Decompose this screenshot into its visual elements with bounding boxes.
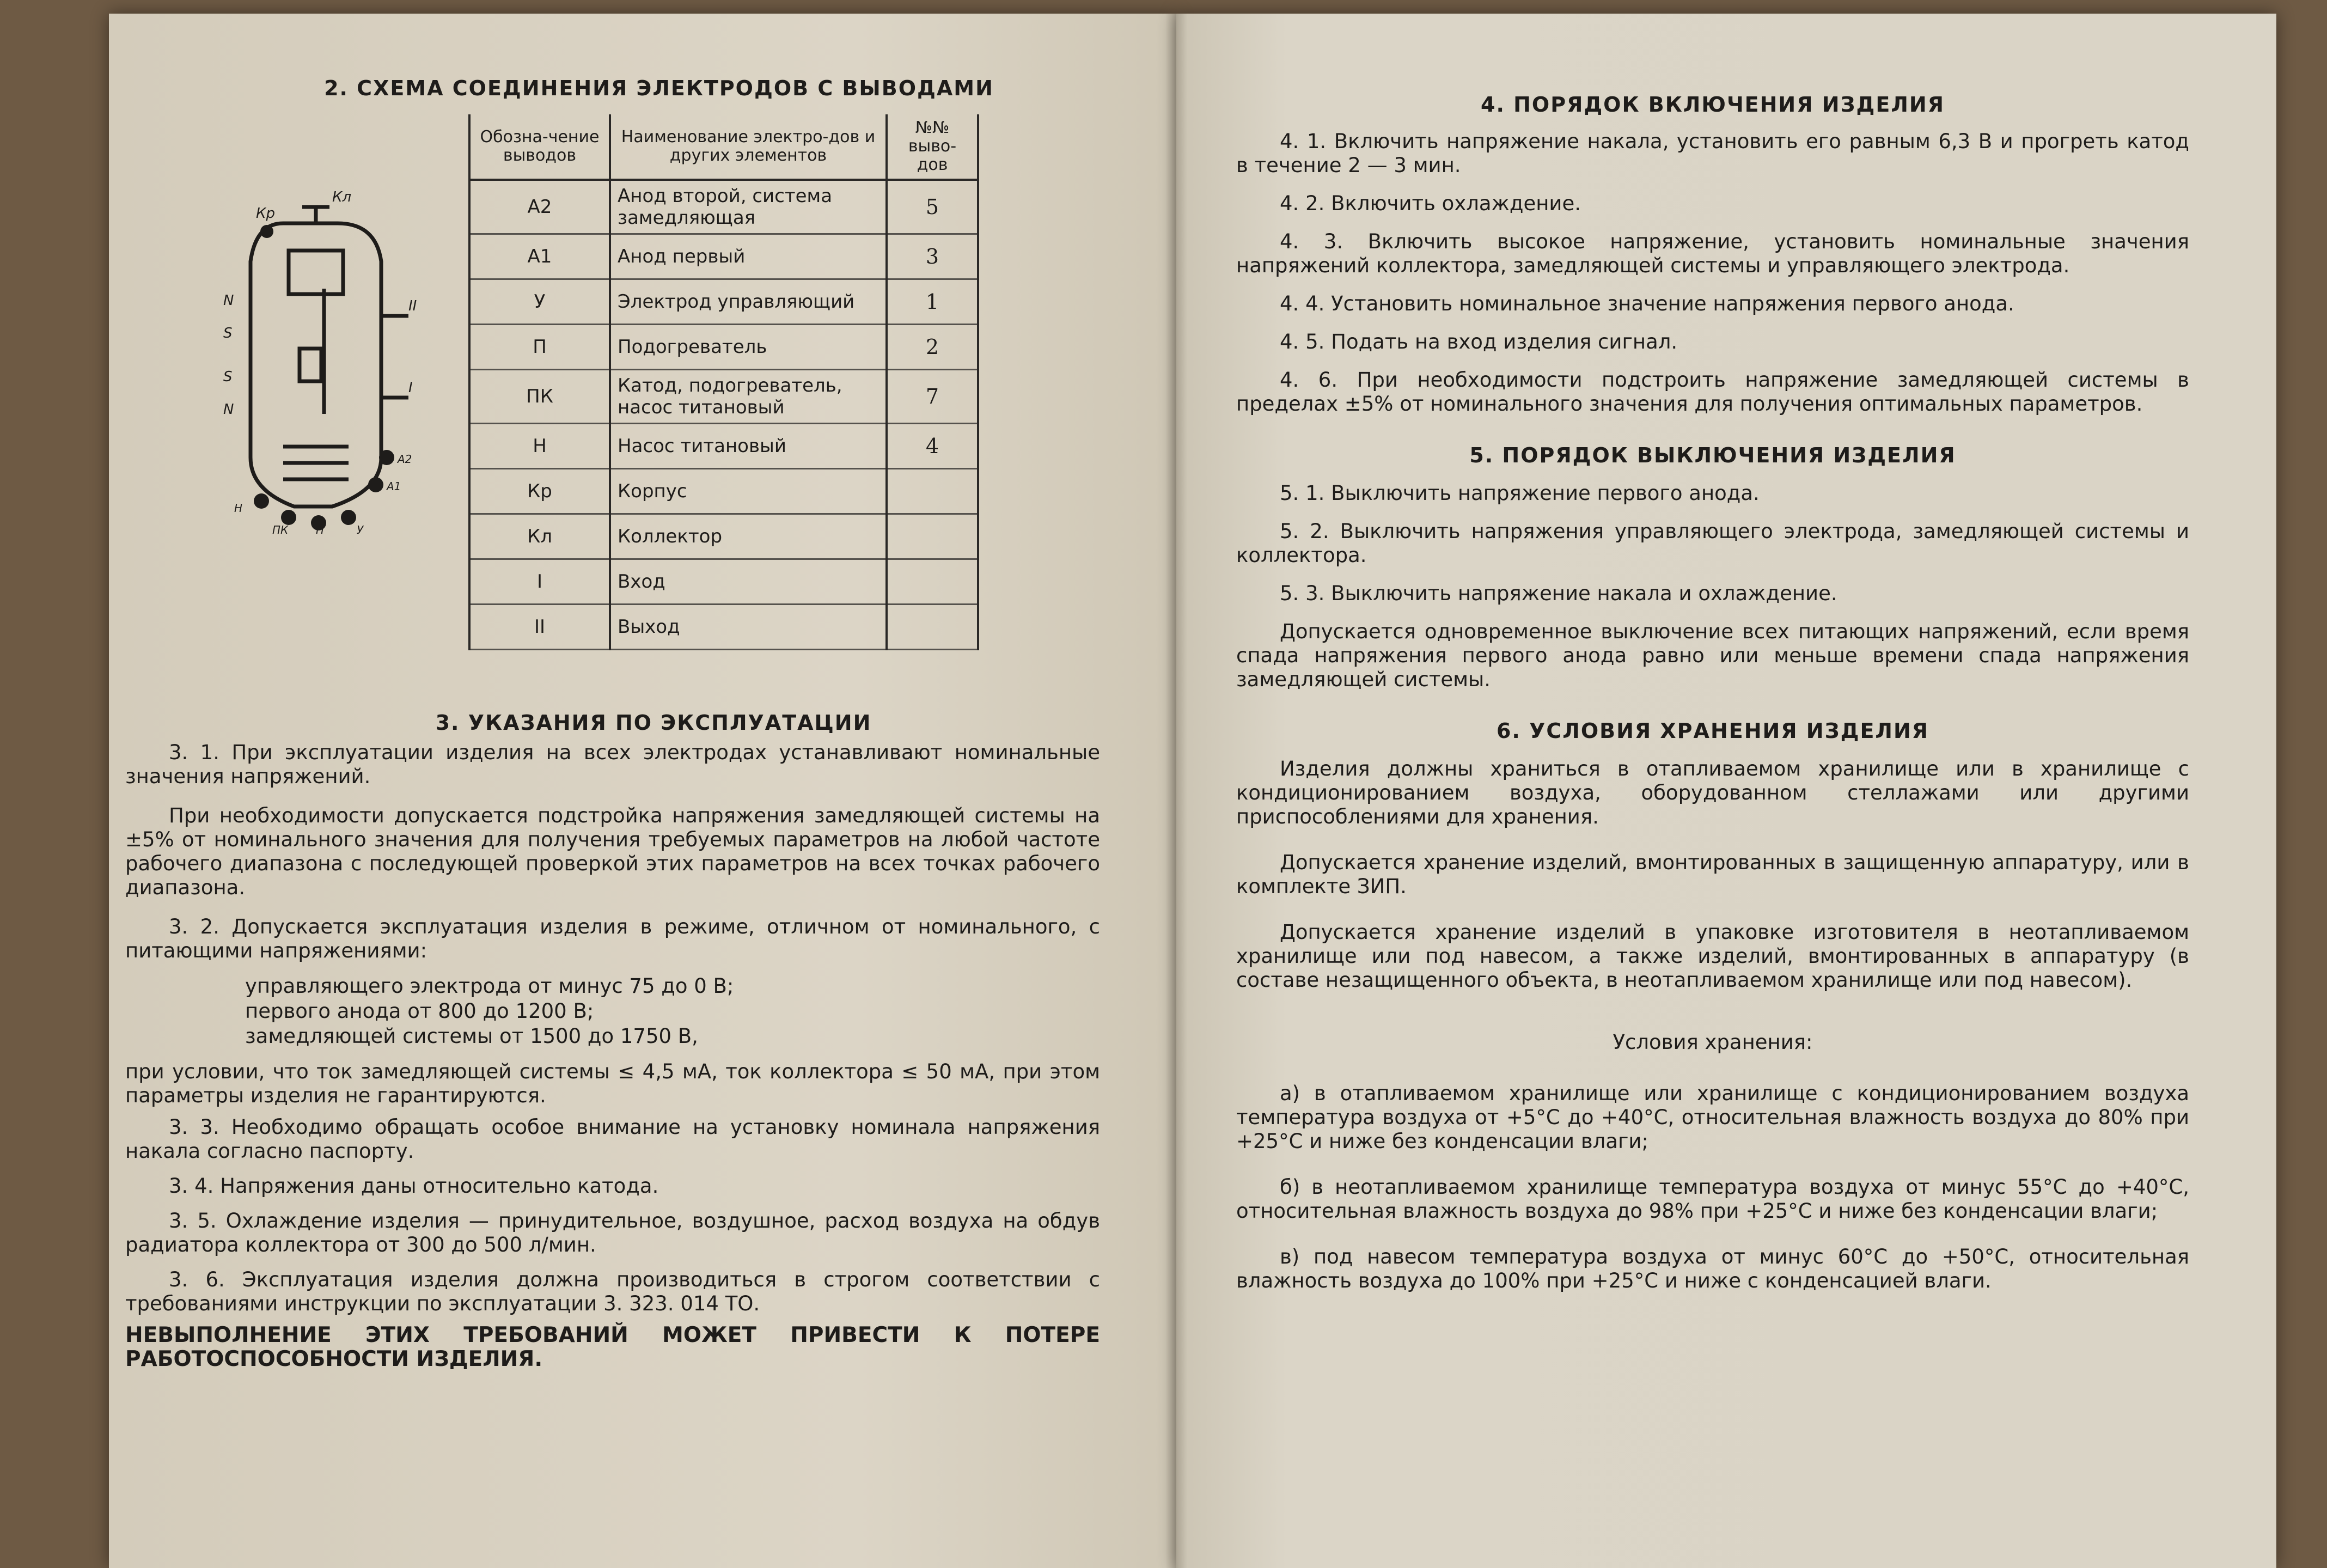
row-pin bbox=[887, 469, 978, 514]
para-5-note: Допускается одновременное выключение всех питающих напряжений, если время спада напряжения первого анода равно или меньше времени спада напряжения замедляющей системы. bbox=[1236, 620, 2189, 691]
voltage-anode1: первого анода от 800 до 1200 В; bbox=[245, 999, 594, 1023]
row-name: Насос титановый bbox=[610, 424, 887, 469]
label-s2: S bbox=[223, 369, 233, 385]
heater-block bbox=[300, 349, 321, 381]
pin-h bbox=[254, 493, 269, 509]
table-row bbox=[469, 469, 978, 514]
section4-title: 4. ПОРЯДОК ВКЛЮЧЕНИЯ ИЗДЕЛИЯ bbox=[1481, 93, 1945, 117]
row-code: II bbox=[469, 605, 610, 650]
para-3-6: 3. 6. Эксплуатация изделия должна производиться в строгом соответствии с требованиями инструкции по эксплуатации 3. 323. 014 ТО. bbox=[125, 1268, 1100, 1315]
row-pin: 2 bbox=[887, 325, 978, 370]
para-6-3: Допускается хранение изделий в упаковке изготовителя в неотапливаемом хранилище или под навесом, а также изделий, вмонтированных в аппаратуру (в составе незащищенного объекта, в неотапливаемом хранилище или под навесом). bbox=[1236, 920, 2189, 992]
row-pin: 3 bbox=[887, 234, 978, 279]
body-terminal bbox=[260, 225, 273, 238]
section6-title: 6. УСЛОВИЯ ХРАНЕНИЯ ИЗДЕЛИЯ bbox=[1496, 719, 1929, 743]
row-pin: 4 bbox=[887, 424, 978, 469]
para-3-2b: при условии, что ток замедляющей системы ≤ 4,5 мА, ток коллектора ≤ 50 мА, при этом параметры изделия не гарантируются. bbox=[125, 1060, 1100, 1107]
warning-text: НЕВЫПОЛНЕНИЕ ЭТИХ ТРЕБОВАНИЙ МОЖЕТ ПРИВЕСТИ К ПОТЕРЕ РАБОТОСПОСОБНОСТИ ИЗДЕЛИЯ. bbox=[125, 1323, 1100, 1371]
row-pin: 5 bbox=[887, 180, 978, 234]
table-row bbox=[469, 180, 978, 234]
row-pin bbox=[887, 514, 978, 559]
row-code: У bbox=[469, 279, 610, 325]
para-5-3: 5. 3. Выключить напряжение накала и охлаждение. bbox=[1280, 582, 1837, 605]
pin-a2 bbox=[379, 450, 394, 465]
para-3-2: 3. 2. Допускается эксплуатация изделия в режиме, отличном от номинального, с питающими напряжениями: bbox=[125, 915, 1100, 962]
section3-body bbox=[125, 741, 1100, 1371]
row-code: I bbox=[469, 559, 610, 605]
para-4-2: 4. 2. Включить охлаждение. bbox=[1280, 192, 1581, 215]
label-n1: N bbox=[223, 292, 234, 309]
row-code: Кл bbox=[469, 514, 610, 559]
para-4-3: 4. 3. Включить высокое напряжение, установить номинальные значения напряжений коллектора, замедляющей системы и управляющего электрода. bbox=[1236, 230, 2189, 277]
row-code: А2 bbox=[469, 180, 610, 234]
para-3-1b: При необходимости допускается подстройка напряжения замедляющей системы на ±5% от номинального значения для получения требуемых параметров на любой частоте рабочего диапазона с последующей проверкой этих параметров на всех точках рабочего диапазона. bbox=[125, 804, 1100, 899]
para-3-1: 3. 1. При эксплуатации изделия на всех электродах устанавливают номинальные значения напряжений. bbox=[125, 741, 1100, 788]
table-row bbox=[469, 514, 978, 559]
storage-conditions-title: Условия хранения: bbox=[1613, 1030, 1813, 1054]
label-out: II bbox=[408, 298, 417, 314]
header-name: Наименование электро-дов и других элементов bbox=[610, 114, 887, 180]
collector-electrode bbox=[289, 251, 343, 294]
voltage-control: управляющего электрода от минус 75 до 0 В; bbox=[245, 974, 734, 998]
row-code: П bbox=[469, 325, 610, 370]
tube-diagram bbox=[223, 185, 419, 534]
label-pk: ПК bbox=[272, 523, 289, 534]
table-row bbox=[469, 234, 978, 279]
row-code: Н bbox=[469, 424, 610, 469]
label-n2: N bbox=[223, 401, 234, 418]
voltage-slowwave: замедляющей системы от 1500 до 1750 В, bbox=[245, 1024, 698, 1048]
para-3-3: 3. 3. Необходимо обращать особое внимание на установку номинала напряжения накала согласно паспорту. bbox=[125, 1115, 1100, 1163]
pin-u bbox=[341, 510, 356, 525]
label-kr: Кр bbox=[256, 205, 275, 222]
row-name: Электрод управляющий bbox=[610, 279, 887, 325]
para-4-6: 4. 6. При необходимости подстроить напряжение замедляющей системы в пределах ±5% от номинального значения для получения оптимальных параметров. bbox=[1236, 368, 2189, 416]
row-name: Катод, подогреватель, насос титановый bbox=[610, 370, 887, 424]
row-name: Коллектор bbox=[610, 514, 887, 559]
storage-c: в) под навесом температура воздуха от минус 60°С до +50°С, относительная влажность воздуха до 100% при +25°С и ниже с конденсацией влаги. bbox=[1236, 1245, 2189, 1292]
para-6-2: Допускается хранение изделий, вмонтированных в защищенную аппаратуру, или в комплекте ЗИП. bbox=[1236, 851, 2189, 898]
section3-title: 3. УКАЗАНИЯ ПО ЭКСПЛУАТАЦИИ bbox=[435, 711, 872, 735]
row-code: ПК bbox=[469, 370, 610, 424]
para-6-1: Изделия должны храниться в отапливаемом хранилище или в хранилище с кондиционированием воздуха, оборудованном стеллажами или другими приспособлениями для хранения. bbox=[1236, 757, 2189, 828]
table-row bbox=[469, 424, 978, 469]
para-3-4: 3. 4. Напряжения даны относительно катода. bbox=[169, 1174, 659, 1198]
para-5-2: 5. 2. Выключить напряжения управляющего электрода, замедляющей системы и коллектора. bbox=[1236, 520, 2189, 567]
pin-a1 bbox=[368, 477, 383, 492]
pin-pk bbox=[281, 510, 296, 525]
right-column bbox=[1236, 93, 2189, 1293]
para-5-1: 5. 1. Выключить напряжение первого анода. bbox=[1280, 481, 1760, 505]
label-s1: S bbox=[223, 325, 233, 341]
label-a2: А2 bbox=[398, 453, 412, 466]
row-pin: 7 bbox=[887, 370, 978, 424]
page-spine bbox=[1165, 14, 1187, 1568]
row-pin bbox=[887, 605, 978, 650]
table-row bbox=[469, 279, 978, 325]
section2-title: 2. СХЕМА СОЕДИНЕНИЯ ЭЛЕКТРОДОВ С ВЫВОДАМИ bbox=[324, 76, 994, 100]
row-name: Подогреватель bbox=[610, 325, 887, 370]
cathode-lines bbox=[283, 447, 349, 479]
para-3-5: 3. 5. Охлаждение изделия — принудительное, воздушное, расход воздуха на обдув радиатора коллектора от 300 до 500 л/мин. bbox=[125, 1209, 1100, 1256]
pin-table-header bbox=[469, 114, 978, 180]
label-u: У bbox=[357, 523, 364, 534]
label-a1: А1 bbox=[387, 480, 401, 493]
table-row bbox=[469, 559, 978, 605]
label-in: I bbox=[408, 380, 413, 396]
section5-title: 5. ПОРЯДОК ВЫКЛЮЧЕНИЯ ИЗДЕЛИЯ bbox=[1469, 443, 1956, 467]
row-code: А1 bbox=[469, 234, 610, 279]
label-kl: Кл bbox=[332, 189, 352, 205]
para-4-4: 4. 4. Установить номинальное значение напряжения первого анода. bbox=[1280, 292, 2014, 315]
row-name: Вход bbox=[610, 559, 887, 605]
row-pin bbox=[887, 559, 978, 605]
table-row bbox=[469, 370, 978, 424]
table-row bbox=[469, 605, 978, 650]
row-name: Корпус bbox=[610, 469, 887, 514]
row-pin: 1 bbox=[887, 279, 978, 325]
header-pin: №№ выво-дов bbox=[887, 114, 978, 180]
storage-b: б) в неотапливаемом хранилище температура воздуха от минус 55°С до +40°С, относительная влажность воздуха до 98% при +25°С и ниже без конденсации влаги; bbox=[1236, 1175, 2189, 1223]
label-p: П bbox=[316, 523, 325, 534]
table-row bbox=[469, 325, 978, 370]
para-4-1: 4. 1. Включить напряжение накала, установить его равным 6,3 В и прогреть катод в течение 2 — 3 мин. bbox=[1236, 130, 2189, 177]
row-name: Анод второй, система замедляющая bbox=[610, 180, 887, 234]
row-name: Анод первый bbox=[610, 234, 887, 279]
row-name: Выход bbox=[610, 605, 887, 650]
pin-table bbox=[468, 114, 979, 650]
row-code: Кр bbox=[469, 469, 610, 514]
header-code: Обозна-чение выводов bbox=[469, 114, 610, 180]
storage-a: а) в отапливаемом хранилище или хранилище с кондиционированием воздуха температура воздуха от +5°С до +40°С, относительная влажность воздуха до 80% при +25°С и ниже без конденсации влаги; bbox=[1236, 1082, 2189, 1153]
para-4-5: 4. 5. Подать на вход изделия сигнал. bbox=[1280, 330, 1678, 353]
label-h: Н bbox=[234, 502, 243, 515]
